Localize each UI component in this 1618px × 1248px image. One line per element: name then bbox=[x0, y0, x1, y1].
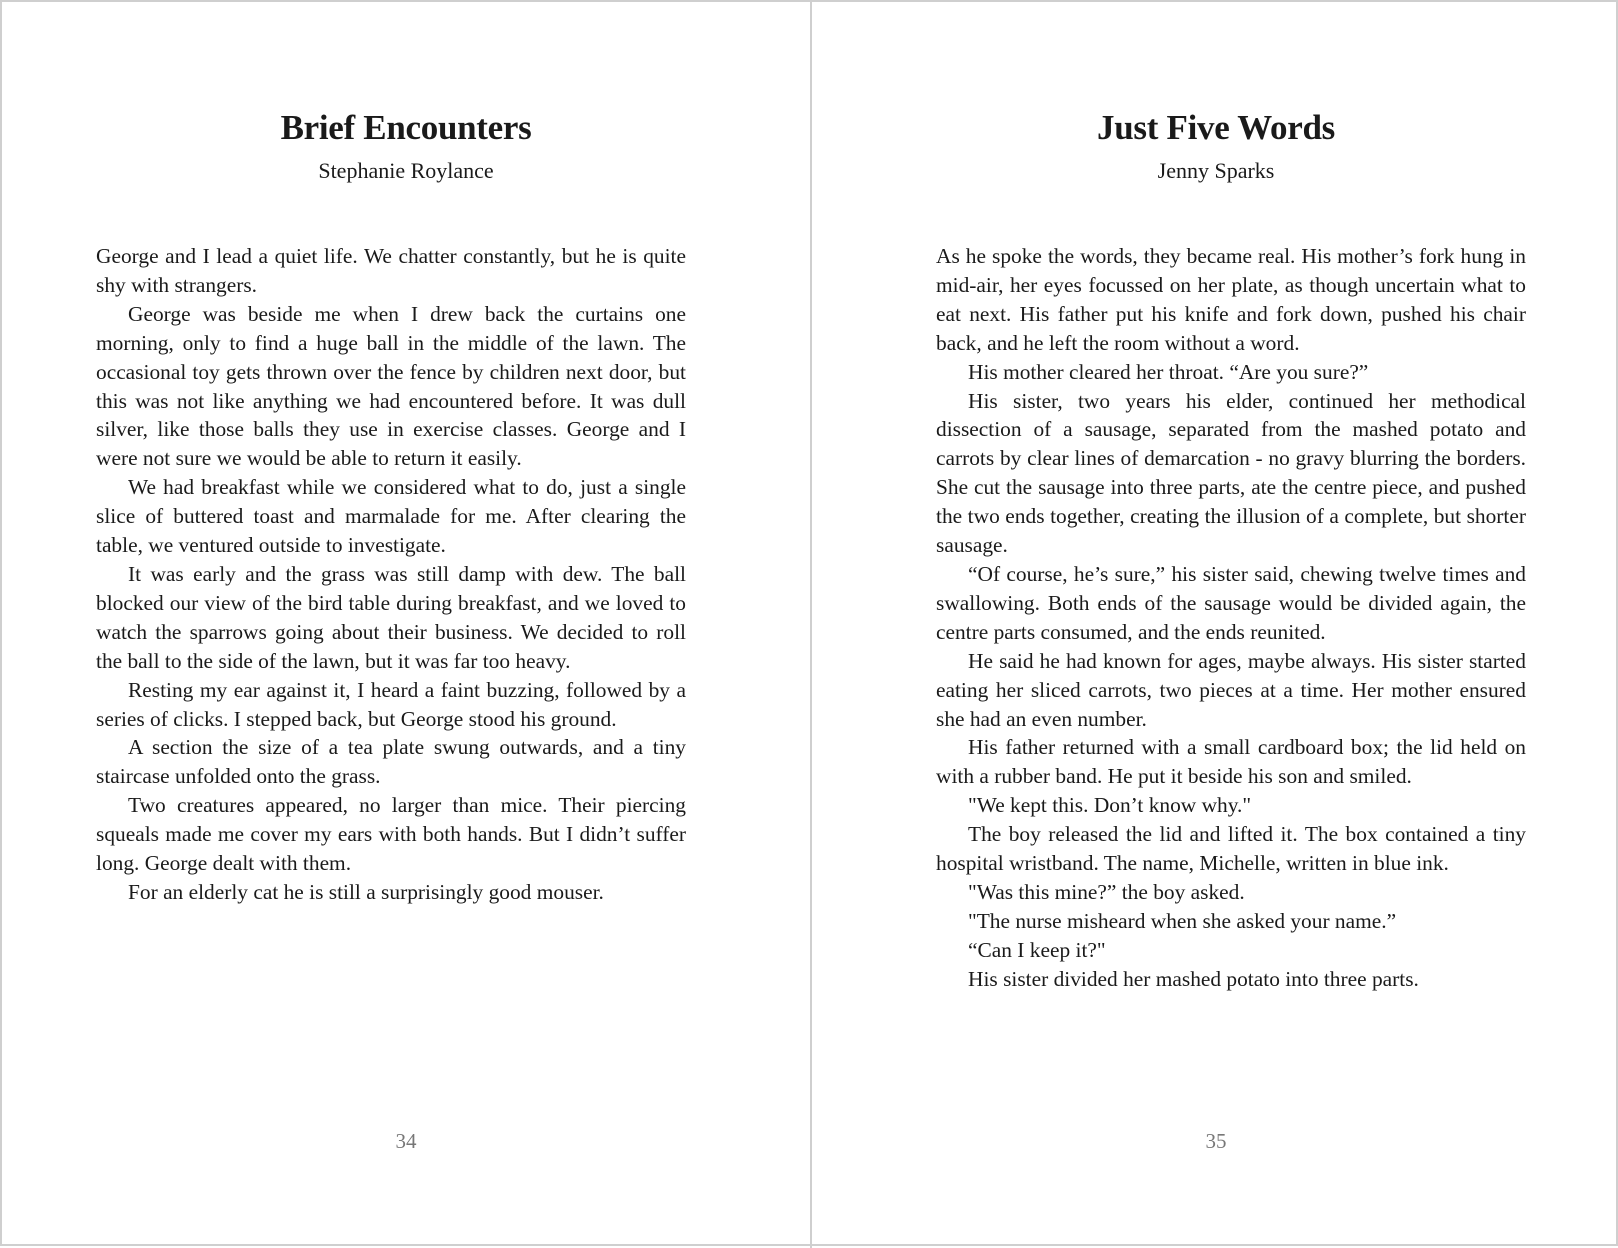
story-author: Stephanie Roylance bbox=[318, 158, 494, 183]
paragraph: “Of course, he’s sure,” his sister said, chewing twelve times and swallowing. Both ends of the sausage would be divided again, the centre parts consumed, and the ends reunited. bbox=[936, 561, 1526, 644]
left-page bbox=[2, 2, 810, 1248]
paragraph: He said he had known for ages, maybe always. His sister started eating her sliced carrots, two pieces at a time. Her mother ensured she had an even number. bbox=[936, 648, 1526, 731]
paragraph: George was beside me when I drew back the curtains one morning, only to find a huge ball in the middle of the lawn. The occasional toy gets thrown over the fence by children next door, but this was not like anything we had encountered before. It was dull silver, like those balls they use in exercise classes. George and I were not sure we would be able to return it easily. bbox=[96, 301, 686, 471]
paragraph: "We kept this. Don’t know why." bbox=[968, 793, 1252, 818]
paragraph: As he spoke the words, they became real. His mother’s fork hung in mid-air, her eyes focussed on her plate, as though uncertain what to eat next. His father put his knife and fork down, pushed his chair back, and he left the room without a word. bbox=[936, 244, 1526, 355]
paragraph: It was early and the grass was still damp with dew. The ball blocked our view of the bird table during breakfast, and we loved to watch the sparrows going about their business. We decided to roll the ball to the side of the lawn, but it was far too heavy. bbox=[96, 561, 686, 673]
paragraph: His sister divided her mashed potato into three parts. bbox=[968, 966, 1419, 991]
story-body bbox=[936, 242, 1526, 994]
paragraph: “Can I keep it?" bbox=[968, 937, 1106, 962]
page-number: 34 bbox=[395, 1129, 417, 1153]
paragraph: "Was this mine?” the boy asked. bbox=[968, 879, 1245, 904]
story-author: Jenny Sparks bbox=[1157, 158, 1275, 183]
story-body bbox=[96, 242, 686, 907]
paragraph: "The nurse misheard when she asked your name.” bbox=[968, 908, 1397, 933]
paragraph: A section the size of a tea plate swung outwards, and a tiny staircase unfolded onto the grass. bbox=[96, 735, 686, 789]
paragraph: His mother cleared her throat. “Are you sure?” bbox=[968, 359, 1369, 384]
story-title: Brief Encounters bbox=[280, 108, 532, 147]
paragraph: We had breakfast while we considered what to do, just a single slice of buttered toast and marmalade for me. After clearing the table, we ventured outside to investigate. bbox=[96, 475, 686, 558]
paragraph: His father returned with a small cardboard box; the lid held on with a rubber band. He put it beside his son and smiled. bbox=[936, 735, 1526, 789]
page-number: 35 bbox=[1205, 1129, 1227, 1153]
paragraph: His sister, two years his elder, continued her methodical dissection of a sausage, separated from the mashed potato and carrots by clear lines of demarcation - no gravy blurring the borders. She cut the sausage into three parts, ate the centre piece, and pushed the two ends together, creating the illusion of a complete, but shorter sausage. bbox=[936, 388, 1526, 558]
paragraph: Two creatures appeared, no larger than mice. Their piercing squeals made me cover my ears with both hands. But I didn’t suffer long. George dealt with them. bbox=[96, 793, 686, 876]
story-title: Just Five Words bbox=[1097, 108, 1335, 147]
paragraph: The boy released the lid and lifted it. The box contained a tiny hospital wristband. The name, Michelle, written in blue ink. bbox=[936, 822, 1526, 876]
right-page bbox=[812, 2, 1618, 1248]
paragraph: George and I lead a quiet life. We chatter constantly, but he is quite shy with strangers. bbox=[96, 244, 686, 297]
paragraph: Resting my ear against it, I heard a faint buzzing, followed by a series of clicks. I stepped back, but George stood his ground. bbox=[96, 677, 686, 731]
paragraph: For an elderly cat he is still a surprisingly good mouser. bbox=[128, 879, 604, 904]
